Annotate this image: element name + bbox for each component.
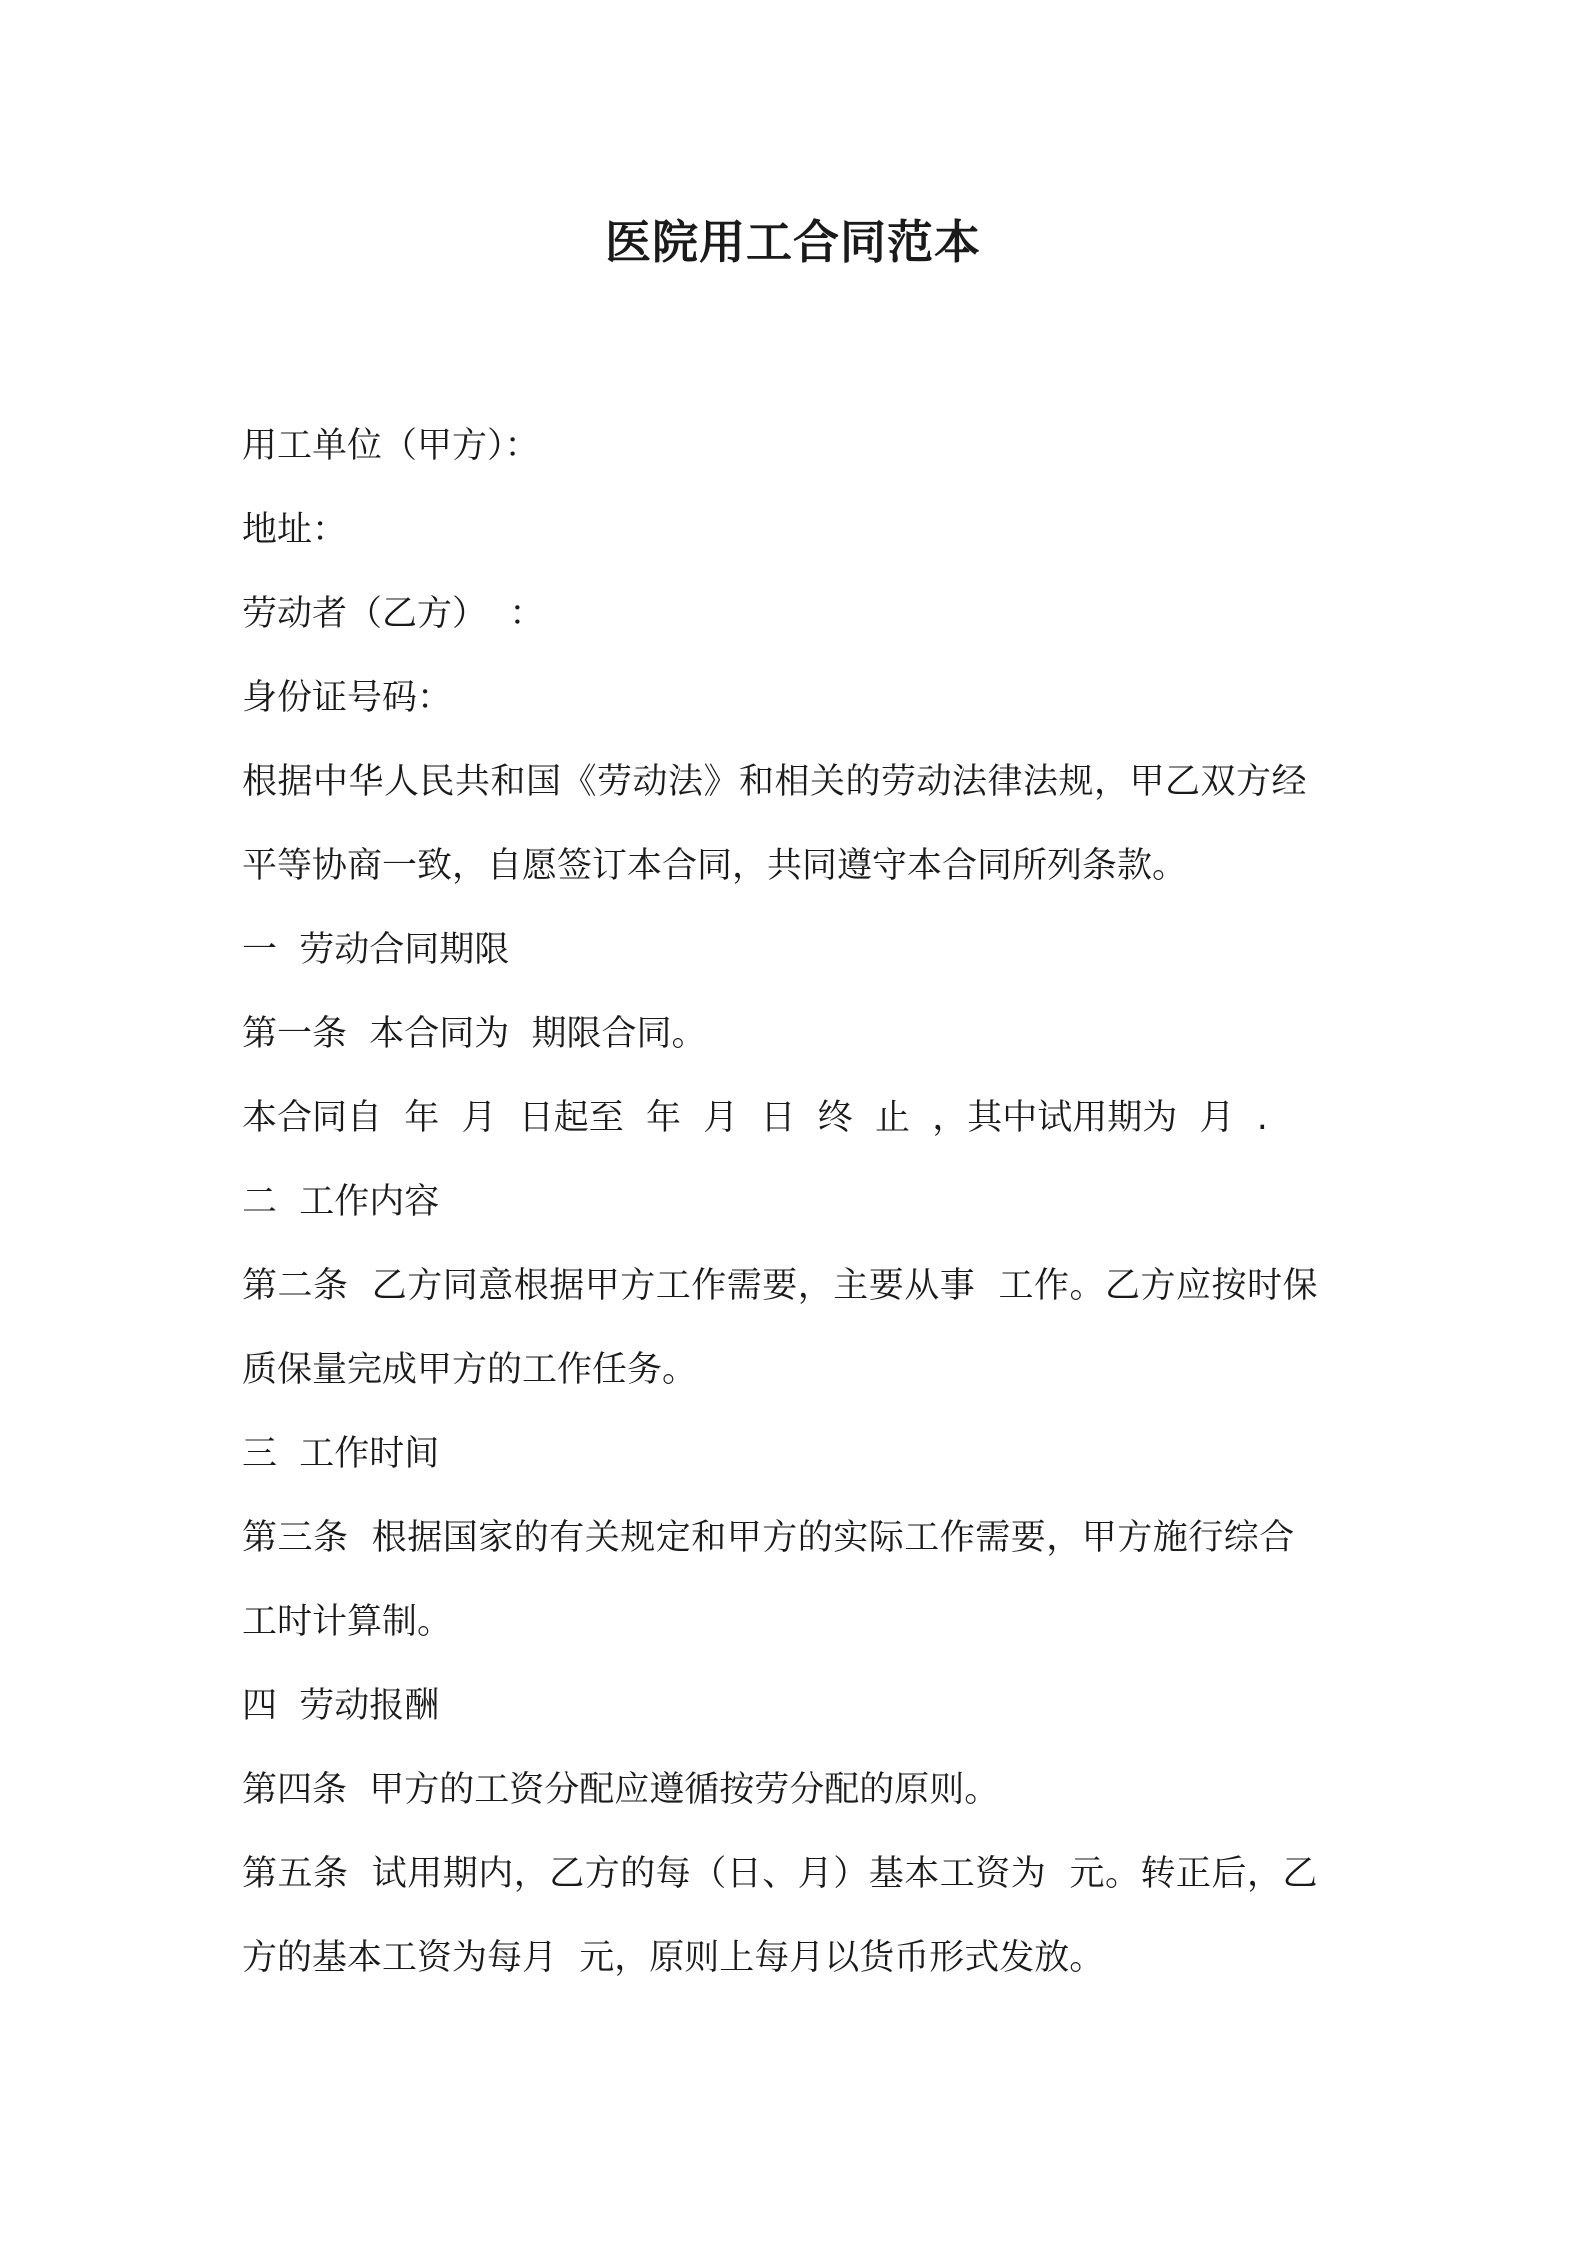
employer-line: 用工单位（甲方）：: [242, 426, 540, 466]
section-heading-work-hours: 三 工作时间: [242, 1434, 440, 1474]
contract-period-line: 本合同自 年 月 日起至 年 月 日 终 止 ，其中试用期为 月 .: [242, 1098, 1268, 1138]
section-heading-term: 一 劳动合同期限: [242, 930, 510, 970]
article-5-line-2: 方的基本工资为每月 元，原则上每月以货币形式发放。: [242, 1938, 1105, 1978]
address-line: 地址：: [242, 510, 348, 550]
article-4-line: 第四条 甲方的工资分配应遵循按劳分配的原则。: [242, 1770, 1000, 1810]
document-title: 医院用工合同范本: [605, 215, 981, 269]
section-heading-remuneration: 四 劳动报酬: [242, 1686, 440, 1726]
article-3-line-1: 第三条 根据国家的有关规定和甲方的实际工作需要，甲方施行综合: [242, 1518, 1295, 1558]
section-heading-work-content: 二 工作内容: [242, 1182, 440, 1222]
employee-line: 劳动者（乙方） ：: [242, 594, 545, 634]
preamble-line-1: 根据中华人民共和国《劳动法》和相关的劳动法律法规，甲乙双方经: [242, 762, 1308, 802]
preamble-line-2: 平等协商一致，自愿签订本合同，共同遵守本合同所列条款。: [242, 846, 1188, 886]
article-2-line-1: 第二条 乙方同意根据甲方工作需要，主要从事 工作。乙方应按时保: [242, 1266, 1319, 1306]
id-number-line: 身份证号码：: [242, 678, 453, 718]
document-body: [242, 404, 1352, 2000]
article-3-line-2: 工时计算制。: [242, 1602, 453, 1642]
article-5-line-1: 第五条 试用期内，乙方的每（日、月）基本工资为 元。转正后，乙: [242, 1854, 1319, 1894]
article-1-line: 第一条 本合同为 期限合同。: [242, 1014, 707, 1054]
article-2-line-2: 质保量完成甲方的工作任务。: [242, 1350, 698, 1390]
